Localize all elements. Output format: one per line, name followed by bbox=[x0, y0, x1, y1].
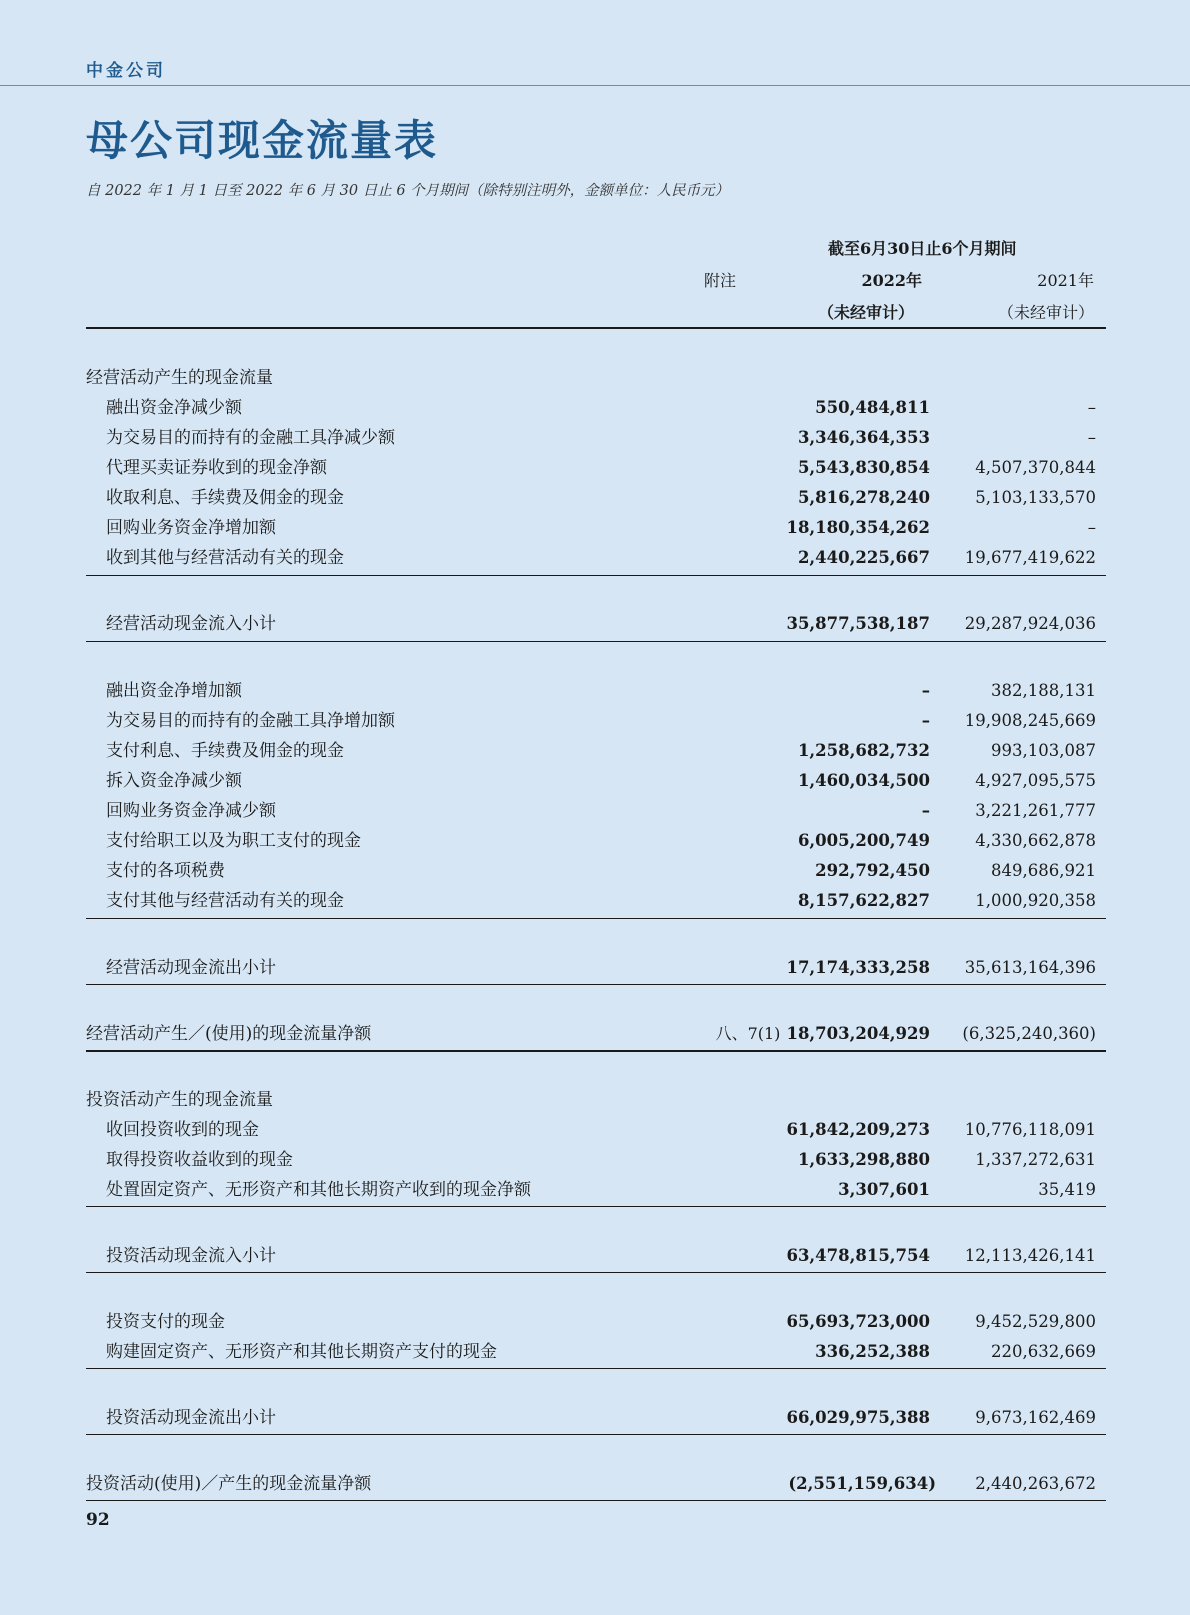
subtotal-row bbox=[86, 1403, 1106, 1433]
row-label: 支付利息、手续费及佣金的现金 bbox=[106, 741, 344, 761]
value-2021: 993,103,087 bbox=[991, 741, 1096, 760]
value-2022: – bbox=[921, 681, 930, 700]
value-2021: 4,330,662,878 bbox=[975, 831, 1096, 850]
table-row bbox=[86, 513, 1106, 543]
value-2022: 66,029,975,388 bbox=[786, 1408, 930, 1427]
row-label: 收回投资收到的现金 bbox=[106, 1120, 259, 1140]
table-row bbox=[86, 1145, 1106, 1175]
row-label: 支付给职工以及为职工支付的现金 bbox=[106, 831, 361, 851]
row-label: 为交易目的而持有的金融工具净减少额 bbox=[106, 428, 395, 448]
value-2021: – bbox=[1087, 398, 1096, 417]
year-2021-subheader: （未经审计） bbox=[997, 303, 1094, 322]
row-label: 回购业务资金净减少额 bbox=[106, 801, 276, 821]
value-2021: 3,221,261,777 bbox=[975, 801, 1096, 820]
section-rule bbox=[86, 1206, 1106, 1207]
value-2021: 5,103,133,570 bbox=[975, 488, 1096, 507]
total-row bbox=[86, 1019, 1106, 1049]
table-row bbox=[86, 736, 1106, 766]
row-label: 回购业务资金净增加额 bbox=[106, 518, 276, 538]
value-2021: 1,337,272,631 bbox=[975, 1150, 1096, 1169]
section-rule bbox=[86, 575, 1106, 576]
value-2022: 18,703,204,929 bbox=[786, 1024, 930, 1043]
value-2021: 220,632,669 bbox=[991, 1342, 1096, 1361]
value-2022: 2,440,225,667 bbox=[797, 548, 930, 567]
page-title: 母公司现金流量表 bbox=[86, 116, 439, 165]
value-2021: 29,287,924,036 bbox=[964, 614, 1096, 633]
value-2021: – bbox=[1087, 518, 1096, 537]
section-rule bbox=[86, 641, 1106, 642]
row-label: 经营活动现金流入小计 bbox=[106, 614, 276, 634]
value-2022: 336,252,388 bbox=[815, 1342, 930, 1361]
value-2021: 4,927,095,575 bbox=[975, 771, 1096, 790]
section-rule bbox=[86, 1434, 1106, 1435]
value-2022: 550,484,811 bbox=[815, 398, 930, 417]
value-2022: – bbox=[921, 711, 930, 730]
value-2021: 19,677,419,622 bbox=[964, 548, 1096, 567]
header-rule bbox=[86, 327, 1106, 329]
row-label: 投资活动(使用)／产生的现金流量净额 bbox=[86, 1474, 372, 1494]
row-note: 八、7(1) bbox=[715, 1024, 781, 1043]
table-row bbox=[86, 856, 1106, 886]
table-row bbox=[86, 1175, 1106, 1205]
value-2021: 382,188,131 bbox=[991, 681, 1096, 700]
row-label: 经营活动产生／(使用)的现金流量净额 bbox=[86, 1024, 372, 1044]
row-label: 经营活动产生的现金流量 bbox=[86, 368, 273, 388]
table-row bbox=[86, 393, 1106, 423]
table-row bbox=[86, 543, 1106, 573]
table-row bbox=[86, 706, 1106, 736]
row-label: 融出资金净减少额 bbox=[106, 398, 242, 418]
table-row bbox=[86, 826, 1106, 856]
year-2021-header: 2021年 bbox=[1037, 271, 1094, 290]
header-divider bbox=[0, 85, 1190, 86]
year-2022-header: 2022年 bbox=[861, 271, 922, 290]
value-2021: 2,440,263,672 bbox=[975, 1474, 1096, 1493]
row-label: 支付的各项税费 bbox=[106, 861, 225, 881]
table-row bbox=[86, 1307, 1106, 1337]
value-2021: 35,419 bbox=[1038, 1180, 1096, 1199]
row-label: 收到其他与经营活动有关的现金 bbox=[106, 548, 344, 568]
table-row bbox=[86, 423, 1106, 453]
subtotal-row bbox=[86, 609, 1106, 639]
section-rule bbox=[86, 1272, 1106, 1273]
value-2022: 1,633,298,880 bbox=[797, 1150, 930, 1169]
value-2022: 3,346,364,353 bbox=[797, 428, 930, 447]
value-2022: 3,307,601 bbox=[838, 1180, 930, 1199]
value-2022: 1,258,682,732 bbox=[797, 741, 930, 760]
total-row bbox=[86, 1469, 1106, 1499]
value-2021: 849,686,921 bbox=[991, 861, 1096, 880]
table-row bbox=[86, 1085, 1106, 1115]
value-2022: (2,551,159,634) bbox=[788, 1474, 936, 1493]
table-row bbox=[86, 363, 1106, 393]
value-2022: 5,816,278,240 bbox=[797, 488, 930, 507]
value-2021: 1,000,920,358 bbox=[975, 891, 1096, 910]
section-rule bbox=[86, 1368, 1106, 1369]
row-label: 投资支付的现金 bbox=[106, 1312, 225, 1332]
value-2021: 9,452,529,800 bbox=[975, 1312, 1096, 1331]
value-2021: 10,776,118,091 bbox=[964, 1120, 1096, 1139]
value-2022: 6,005,200,749 bbox=[797, 831, 930, 850]
table-row bbox=[86, 483, 1106, 513]
table-row bbox=[86, 796, 1106, 826]
year-2022-subheader: （未经审计） bbox=[817, 303, 914, 322]
row-label: 拆入资金净减少额 bbox=[106, 771, 242, 791]
row-label: 取得投资收益收到的现金 bbox=[106, 1150, 293, 1170]
section-rule bbox=[86, 1050, 1106, 1052]
table-row bbox=[86, 453, 1106, 483]
company-name: 中金公司 bbox=[86, 61, 166, 81]
row-label: 投资活动现金流出小计 bbox=[106, 1408, 276, 1428]
value-2022: 1,460,034,500 bbox=[797, 771, 930, 790]
table-row bbox=[86, 676, 1106, 706]
value-2022: 61,842,209,273 bbox=[786, 1120, 930, 1139]
value-2022: – bbox=[921, 801, 930, 820]
row-label: 处置固定资产、无形资产和其他长期资产收到的现金净额 bbox=[106, 1180, 531, 1200]
subtotal-row bbox=[86, 953, 1106, 983]
table-row bbox=[86, 766, 1106, 796]
value-2022: 63,478,815,754 bbox=[786, 1246, 930, 1265]
value-2021: (6,325,240,360) bbox=[962, 1024, 1096, 1043]
row-label: 经营活动现金流出小计 bbox=[106, 958, 276, 978]
value-2021: – bbox=[1087, 428, 1096, 447]
row-label: 收取利息、手续费及佣金的现金 bbox=[106, 488, 344, 508]
value-2021: 35,613,164,396 bbox=[964, 958, 1096, 977]
page-number: 92 bbox=[86, 1510, 110, 1530]
value-2021: 4,507,370,844 bbox=[975, 458, 1096, 477]
value-2021: 19,908,245,669 bbox=[964, 711, 1096, 730]
value-2021: 12,113,426,141 bbox=[964, 1246, 1096, 1265]
section-rule bbox=[86, 984, 1106, 985]
page-subtitle: 自 2022 年 1 月 1 日至 2022 年 6 月 30 日止 6 个月期间（除特别注明外，金额单位：人民币元） bbox=[86, 183, 730, 199]
table-row bbox=[86, 1337, 1106, 1367]
table-row bbox=[86, 1115, 1106, 1145]
value-2022: 35,877,538,187 bbox=[786, 614, 930, 633]
period-header: 截至6月30日止6个月期间 bbox=[828, 239, 1017, 258]
row-label: 为交易目的而持有的金融工具净增加额 bbox=[106, 711, 395, 731]
subtotal-row bbox=[86, 1241, 1106, 1271]
row-label: 购建固定资产、无形资产和其他长期资产支付的现金 bbox=[106, 1342, 497, 1362]
value-2022: 8,157,622,827 bbox=[797, 891, 930, 910]
section-rule bbox=[86, 918, 1106, 919]
row-label: 支付其他与经营活动有关的现金 bbox=[106, 891, 344, 911]
value-2021: 9,673,162,469 bbox=[975, 1408, 1096, 1427]
note-column-header: 附注 bbox=[704, 271, 737, 290]
value-2022: 292,792,450 bbox=[815, 861, 930, 880]
table-row bbox=[86, 886, 1106, 916]
row-label: 投资活动现金流入小计 bbox=[106, 1246, 276, 1266]
row-label: 融出资金净增加额 bbox=[106, 681, 242, 701]
row-label: 投资活动产生的现金流量 bbox=[86, 1090, 273, 1110]
value-2022: 17,174,333,258 bbox=[786, 958, 930, 977]
value-2022: 5,543,830,854 bbox=[797, 458, 930, 477]
value-2022: 18,180,354,262 bbox=[786, 518, 930, 537]
value-2022: 65,693,723,000 bbox=[786, 1312, 930, 1331]
row-label: 代理买卖证券收到的现金净额 bbox=[106, 458, 327, 478]
section-rule bbox=[86, 1500, 1106, 1501]
